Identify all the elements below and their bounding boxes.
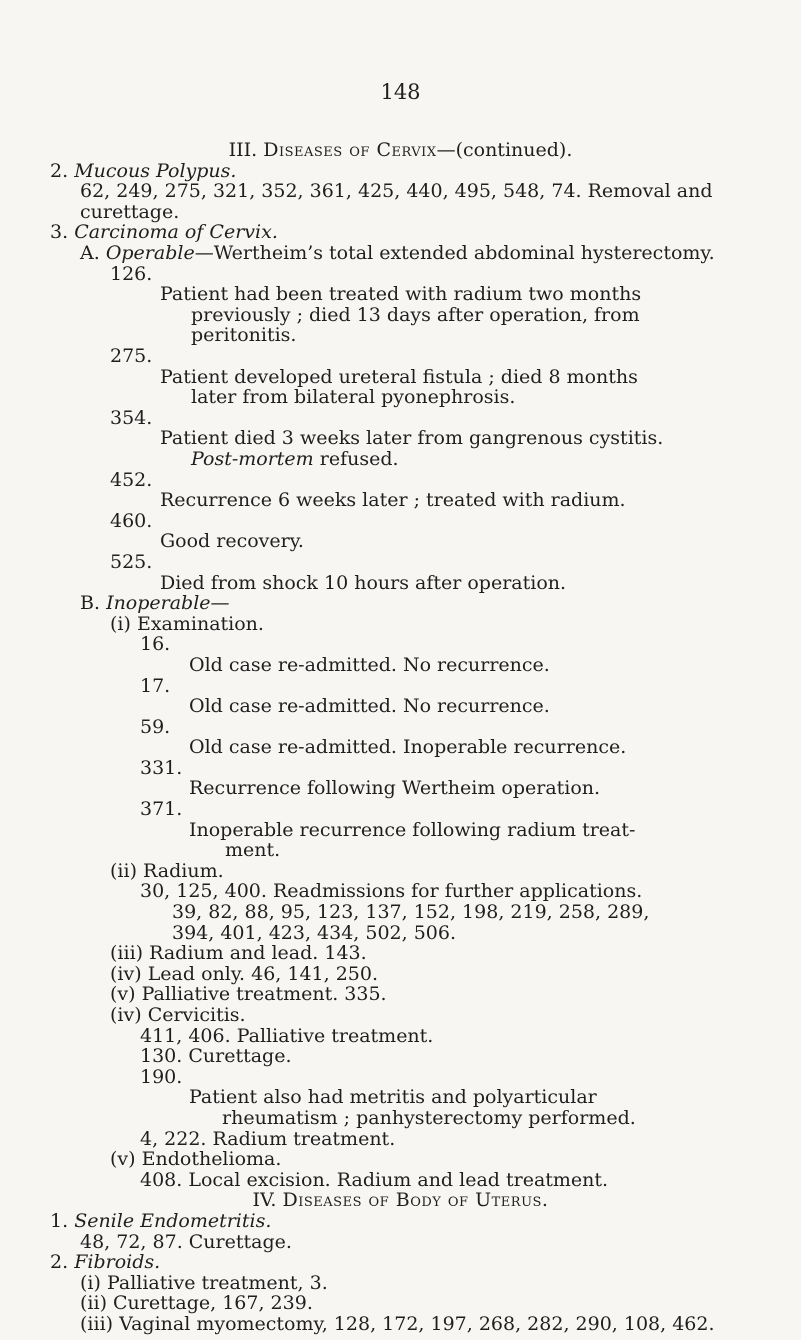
examination-heading: (i) Examination.: [110, 613, 264, 635]
case-text: Patient developed ureteral fistula ; died 8 months: [160, 366, 638, 388]
cervicitis-case: 4, 222. Radium treatment.: [140, 1128, 396, 1150]
endothelioma-heading: (v) Endothelioma.: [110, 1148, 282, 1170]
mucous-polypus-heading: 2. Mucous Polypus.: [50, 160, 237, 182]
radium-cases: 39, 82, 88, 95, 123, 137, 152, 198, 219, 258, 289,: [172, 901, 650, 923]
fibroids-item-text: Vaginal myomectomy, 128, 172, 197, 268, 282, 290, 108, 462.: [113, 1313, 715, 1335]
senile-endometritis-cases: 48, 72, 87. Curettage.: [80, 1231, 292, 1253]
case-text: Old case re-admitted. No recurrence.: [189, 695, 550, 717]
case-number: 525.: [110, 551, 153, 573]
cervicitis-heading: (iv) Cervicitis.: [110, 1004, 246, 1026]
case-text: Died from shock 10 hours after operation.: [160, 572, 567, 594]
fibroids-item-text: Palliative treatment, 3.: [100, 1272, 328, 1294]
case-number: 126.: [110, 263, 153, 285]
fibroids-item-label: (iii): [80, 1313, 114, 1335]
section-heading-uterus: IV. Diseases of Body of Uterus.: [252, 1189, 549, 1211]
case-number: 190.: [140, 1066, 183, 1088]
cervicitis-case: 411, 406. Palliative treatment.: [140, 1025, 434, 1047]
case-text: rheumatism ; panhysterectomy performed.: [222, 1107, 636, 1129]
case-text: Inoperable recurrence following radium treat-: [189, 819, 636, 841]
case-text: Patient had been treated with radium two months: [160, 283, 642, 305]
heading-numeral: III.: [228, 139, 258, 161]
case-number: 59.: [140, 716, 171, 738]
case-text: Recurrence following Wertheim operation.: [189, 777, 601, 799]
case-text: peritonitis.: [191, 324, 297, 346]
mucous-polypus-cases-cont: curettage.: [80, 201, 180, 223]
case-text: Patient died 3 weeks later from gangrenous cystitis.: [160, 427, 664, 449]
lead-only: (iv) Lead only. 46, 141, 250.: [110, 963, 379, 985]
case-text: ment.: [225, 839, 281, 861]
case-text: Old case re-admitted. No recurrence.: [189, 654, 550, 676]
case-number: 331.: [140, 757, 183, 779]
case-text: Post-mortem refused.: [191, 448, 399, 470]
case-number: 371.: [140, 798, 183, 820]
carcinoma-heading: 3. Carcinoma of Cervix.: [50, 221, 278, 243]
palliative-treatment: (v) Palliative treatment. 335.: [110, 983, 387, 1005]
case-text: Recurrence 6 weeks later ; treated with radium.: [160, 489, 626, 511]
case-number: 452.: [110, 469, 153, 491]
endothelioma-case: 408. Local excision. Radium and lead treatment.: [140, 1169, 609, 1191]
case-text: Patient also had metritis and polyarticular: [189, 1086, 597, 1108]
case-number: 16.: [140, 633, 171, 655]
radium-cases: 30, 125, 400. Readmissions for further applications.: [140, 880, 643, 902]
page-number: 148: [380, 80, 421, 104]
inoperable-heading: B. Inoperable—: [80, 592, 230, 614]
radium-and-lead: (iii) Radium and lead. 143.: [110, 942, 367, 964]
operable-heading: A. Operable—Wertheim’s total extended abdominal hysterectomy.: [80, 242, 715, 264]
fibroids-item-text: Curettage, 167, 239.: [106, 1292, 313, 1314]
case-text: Good recovery.: [160, 530, 304, 552]
radium-cases: 394, 401, 423, 434, 502, 506.: [172, 922, 457, 944]
case-text: Old case re-admitted. Inoperable recurrence.: [189, 736, 627, 758]
case-number: 275.: [110, 345, 153, 367]
case-number: 460.: [110, 510, 153, 532]
cervicitis-case: 130. Curettage.: [140, 1045, 292, 1067]
senile-endometritis-heading: 1. Senile Endometritis.: [50, 1210, 272, 1232]
fibroids-item-label: (i): [80, 1272, 101, 1294]
fibroids-item: [80, 1312, 715, 1336]
case-number: 354.: [110, 407, 153, 429]
case-number: 17.: [140, 675, 171, 697]
fibroids-item-label: (ii): [80, 1292, 107, 1314]
case-text: later from bilateral pyonephrosis.: [191, 386, 516, 408]
heading-title: Diseases of Cervix: [263, 139, 437, 161]
mucous-polypus-cases: 62, 249, 275, 321, 352, 361, 425, 440, 495, 548, 74. Removal and: [80, 180, 713, 202]
heading-suffix: —(continued).: [436, 139, 573, 161]
case-text: previously ; died 13 days after operation, from: [191, 304, 640, 326]
radium-heading: (ii) Radium.: [110, 860, 224, 882]
fibroids-heading: 2. Fibroids.: [50, 1251, 161, 1273]
